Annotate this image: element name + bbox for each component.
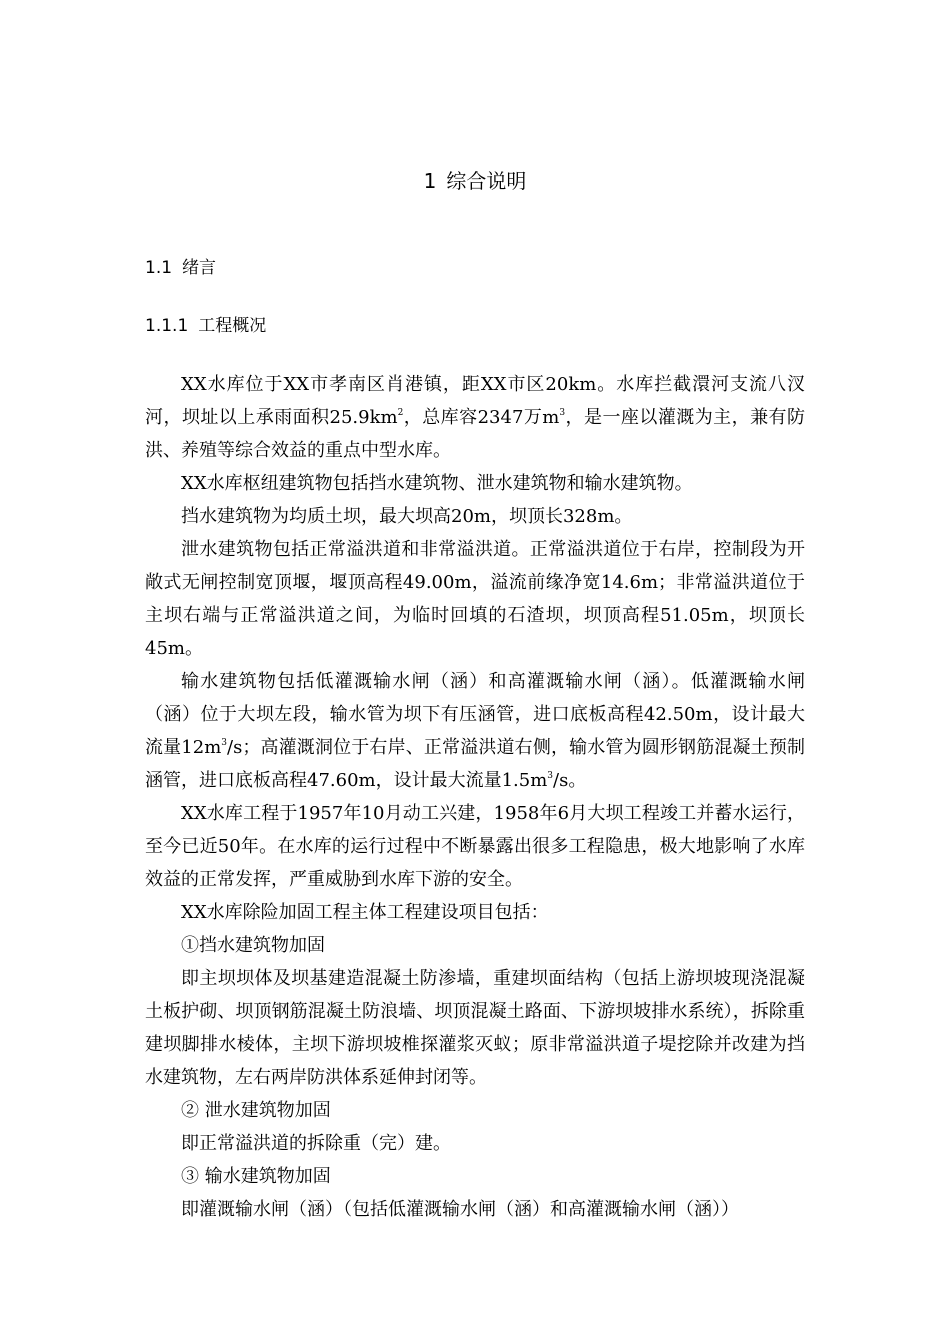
section-title: 绪言 <box>182 258 217 278</box>
paragraph-overview: XX水库位于XX市孝南区肖港镇，距XX市区20km。水库拦截澴河支流八汊河，坝址以上承雨面积$25.9km^2$，总库容2347万$m^3$，是一座以灌溉为主，兼有防洪、养殖等综合效益的重点中型水库。 <box>145 374 805 461</box>
chapter-title <box>0 166 950 196</box>
subsection-heading <box>145 313 266 339</box>
list-item-2-body: 即正常溢洪道的拆除重（完）建。 <box>181 1133 451 1154</box>
section-number: 1.1 <box>145 258 173 278</box>
chapter-number: 1 <box>423 169 437 193</box>
subsection-title: 工程概况 <box>198 316 267 336</box>
paragraph-project-items: XX水库除险加固工程主体工程建设项目包括： <box>181 902 549 923</box>
paragraph-structures: XX水库枢纽建筑物包括挡水建筑物、泄水建筑物和输水建筑物。 <box>181 473 693 494</box>
paragraph-spillway: 泄水建筑物包括正常溢洪道和非常溢洪道。正常溢洪道位于右岸，控制段为开敞式无闸控制宽顶堰，堰顶高程49.00m，溢流前缘净宽14.6m；非常溢洪道位于主坝右端与正常溢洪道之间，为临时回填的石渣坝，坝顶高程51.05m，坝顶长45m。 <box>145 539 805 659</box>
list-item-1-heading: ①挡水建筑物加固 <box>181 935 325 956</box>
subsection-number: 1.1.1 <box>145 316 189 336</box>
list-item-3-body: 即灌溉输水闸（涵）（包括低灌溉输水闸（涵）和高灌溉输水闸（涵）） <box>181 1199 739 1220</box>
paragraph-history: XX水库工程于1957年10月动工兴建，1958年6月大坝工程竣工并蓄水运行，至今已近50年。在水库的运行过程中不断暴露出很多工程隐患，极大地影响了水库效益的正常发挥，严重威胁到水库下游的安全。 <box>145 803 805 890</box>
chapter-title-text: 综合说明 <box>446 169 527 193</box>
list-item-3-heading: ③ 输水建筑物加固 <box>181 1166 331 1187</box>
section-heading <box>145 255 216 281</box>
paragraph-conveyance: 输水建筑物包括低灌溉输水闸（涵）和高灌溉输水闸（涵）。低灌溉输水闸（涵）位于大坝左段，输水管为坝下有压涵管，进口底板高程42.50m，设计最大流量$12m^3/s$；高灌溉洞位于右岸、正常溢洪道右侧，输水管为圆形钢筋混凝土预制涵管，进口底板高程47.60m，设计最大流量$1.5m^3/s$。 <box>145 671 805 791</box>
body-text <box>145 368 805 1226</box>
list-item-2-heading: ② 泄水建筑物加固 <box>181 1100 331 1121</box>
paragraph-dam: 挡水建筑物为均质土坝，最大坝高20m，坝顶长328m。 <box>181 506 633 527</box>
list-item-1-body: 即主坝坝体及坝基建造混凝土防渗墙，重建坝面结构（包括上游坝坡现浇混凝土板护砌、坝顶钢筋混凝土防浪墙、坝顶混凝土路面、下游坝坡排水系统），拆除重建坝脚排水棱体，主坝下游坝坡椎探灌浆灭蚁；原非常溢洪道子堤挖除并改建为挡水建筑物，左右两岸防洪体系延伸封闭等。 <box>145 968 805 1088</box>
